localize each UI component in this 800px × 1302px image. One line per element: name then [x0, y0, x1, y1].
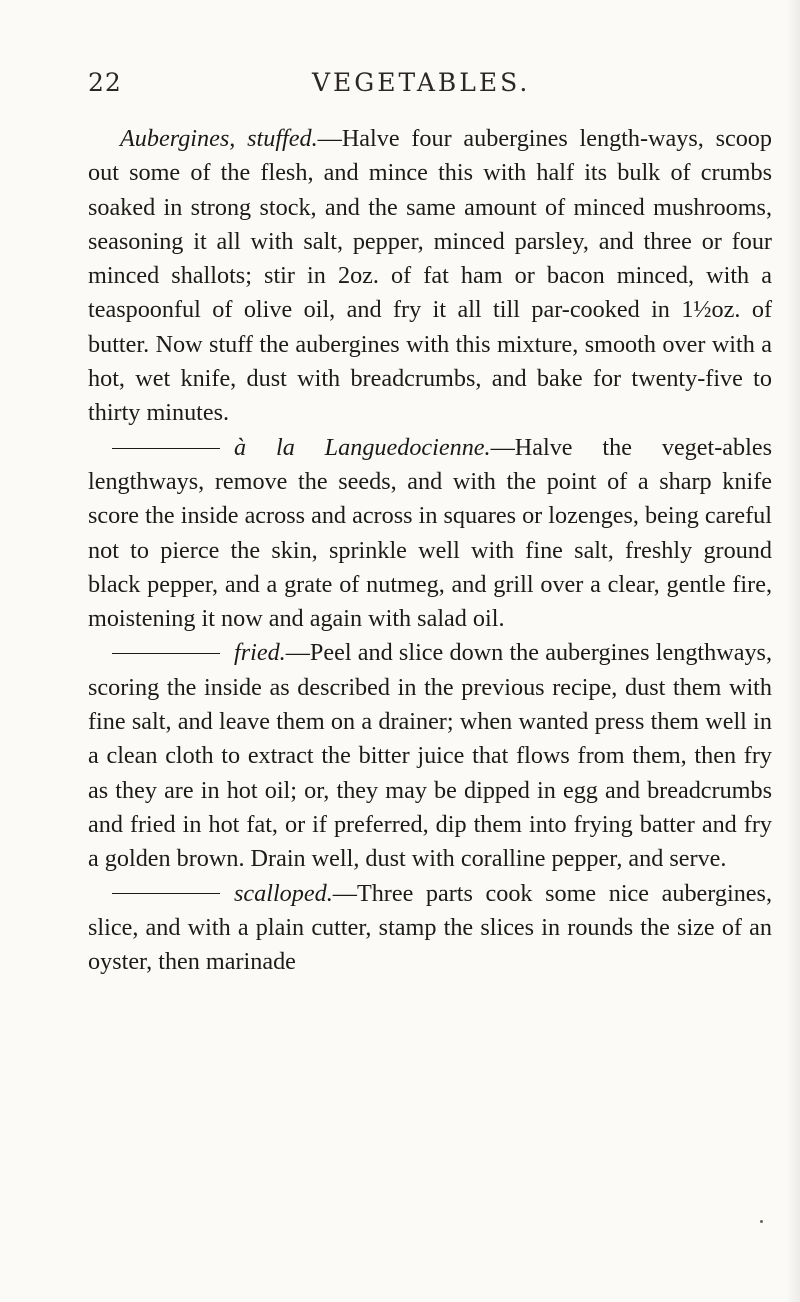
ditto-rule — [112, 653, 220, 654]
recipe-text: —Three parts cook some nice aubergines, slice, and with a plain cutter, stamp the slices in rounds the size of an oyster, then marinade — [88, 879, 772, 976]
recipe-title: Aubergines, stuffed. — [120, 125, 318, 152]
recipe-text: —Halve the veget-ables lengthways, remove the seeds, and with the point of a sharp knife score the inside across and across in squares or lozenges, being careful not to pierce the skin, sprinkle well with fine salt, freshly ground black pepper, and a grate of nutmeg, and grill over a clear, gentle fire, moistening it now and again with salad oil. — [88, 433, 772, 633]
ditto-rule — [112, 893, 220, 894]
recipe-scalloped — [88, 877, 772, 980]
page-edge-shadow — [786, 0, 800, 1302]
recipe-text: —Peel and slice down the aubergines lengthways, scoring the inside as described in the previous recipe, dust them with fine salt, and leave them on a drainer; when wanted press them well in a clean cloth to extract the bitter juice that flows from them, then fry as they are in hot oil; or, they may be dipped in egg and breadcrumbs and fried in hot fat, or if preferred, dip them into frying batter and fry a golden brown. Drain well, dust with coralline pepper, and serve. — [88, 639, 772, 873]
recipe-title: scalloped. — [234, 879, 333, 907]
recipe-text: —Halve four aubergines length-ways, scoop out some of the flesh, and mince this with half its bulk of crumbs soaked in strong stock, and the same amount of minced mushrooms, seasoning it all with salt, pepper, minced parsley, and three or four minced shallots; stir in 2oz. of fat ham or bacon minced, with a teaspoonful of olive oil, and fry it all till par-cooked in 1½oz. of butter. Now stuff the aubergines with this mixture, smooth over with a hot, wet knife, dust with breadcrumbs, and bake for twenty-five to thirty minutes. — [88, 125, 772, 427]
ditto-rule — [112, 448, 220, 449]
recipe-fried — [88, 636, 772, 876]
recipe-title: fried. — [234, 639, 286, 667]
paper-speck — [760, 1220, 763, 1223]
page-header — [0, 68, 800, 108]
recipe-stuffed — [88, 122, 772, 431]
page-number: 22 — [88, 68, 122, 97]
recipe-languedocienne — [88, 431, 772, 637]
recipe-title: à la Languedocienne. — [234, 433, 491, 461]
page-body — [88, 122, 772, 979]
running-head: VEGETABLES. — [312, 68, 531, 97]
